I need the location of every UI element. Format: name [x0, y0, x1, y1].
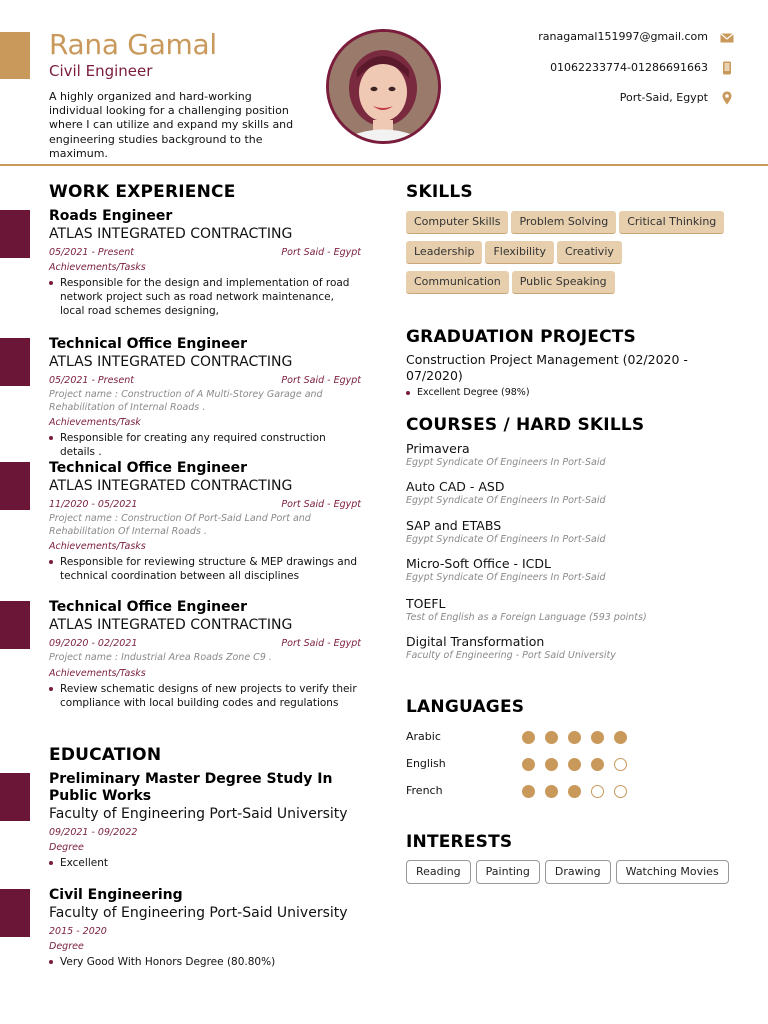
location-pin-icon: [720, 90, 734, 104]
level-dot-filled: [614, 731, 627, 744]
graduation-project: [406, 352, 736, 400]
skill-pill: Leadership: [406, 241, 482, 264]
candidate-name: Rana Gamal: [49, 28, 217, 61]
language-name: French: [406, 784, 443, 797]
interest-tag: Drawing: [545, 860, 611, 884]
job-location: Port Said - Egypt: [281, 499, 361, 510]
job-project: Project name : Construction Of Port-Said Land Port and Rehabilitation Of Internal Roads .: [49, 513, 311, 537]
header-accent-block: [0, 32, 30, 79]
achievements-label: Achievements/Tasks: [49, 667, 146, 679]
course-name: Digital Transformation: [406, 634, 545, 649]
envelope-icon: [720, 30, 734, 44]
course-item: [406, 556, 736, 584]
education-heading: EDUCATION: [49, 745, 162, 765]
phone-icon: [720, 60, 734, 74]
level-dot-filled: [545, 758, 558, 771]
job-meta: [49, 499, 361, 511]
job-entry: [49, 208, 361, 318]
level-dot-empty: [614, 758, 627, 771]
education-marker: [0, 773, 30, 821]
languages-heading: LANGUAGES: [406, 697, 525, 717]
interests-list: [406, 860, 746, 884]
course-item: [406, 441, 736, 469]
job-bullet: Responsible for the design and implementation of road network project such as road network maintenance, local road schemes designing,: [49, 276, 361, 318]
level-dot-filled: [522, 758, 535, 771]
job-project: Project name : Construction of A Multi-Storey Garage and Rehabilitation of Internal Roads .: [49, 389, 323, 413]
achievements-label: Achievements/Task: [49, 417, 141, 428]
level-dot-filled: [522, 731, 535, 744]
education-school: Faculty of Engineering Port-Said University: [49, 806, 348, 822]
course-item: [406, 518, 736, 546]
level-dot-filled: [591, 731, 604, 744]
language-level-dots: [522, 731, 627, 744]
job-marker: [0, 338, 30, 386]
header-divider: [0, 164, 768, 166]
education-bullet: Excellent: [49, 856, 361, 870]
graduation-project-bullet: Excellent Degree (98%): [406, 386, 736, 400]
education-dates: 2015 - 2020: [49, 926, 107, 937]
skill-pill: Problem Solving: [511, 211, 616, 234]
education-bullet: Very Good With Honors Degree (80.80%): [49, 955, 361, 969]
job-bullet: Review schematic designs of new projects to verify their compliance with local building codes and regulations: [49, 682, 361, 710]
job-bullet: Responsible for creating any required construction details .: [49, 431, 361, 459]
level-dot-empty: [591, 785, 604, 798]
language-row: [406, 784, 646, 800]
degree-label: Degree: [49, 941, 84, 952]
skill-pill: Creativiy: [557, 241, 622, 264]
level-dot-filled: [568, 785, 581, 798]
profile-photo: [326, 29, 441, 144]
course-item: [406, 634, 736, 662]
course-provider: Egypt Syndicate Of Engineers In Port-Said: [406, 495, 606, 506]
level-dot-filled: [591, 758, 604, 771]
job-dates: 09/2020 - 02/2021: [49, 638, 138, 649]
skills-list: [406, 210, 736, 300]
job-company: ATLAS INTEGRATED CONTRACTING: [49, 226, 293, 242]
interest-tag: Painting: [476, 860, 540, 884]
language-name: Arabic: [406, 730, 441, 743]
achievements-label: Achievements/Tasks: [49, 262, 146, 273]
course-provider: Egypt Syndicate Of Engineers In Port-Said: [406, 534, 606, 545]
job-meta: [49, 247, 361, 259]
job-bullet: Responsible for reviewing structure & MEP drawings and technical coordination between all disciplines: [49, 555, 361, 583]
contact-location: Port-Said, Egypt: [619, 91, 708, 104]
job-project: Project name : Industrial Area Roads Zone C9 .: [49, 652, 272, 663]
course-item: [406, 596, 736, 624]
skill-pill: Public Speaking: [512, 271, 615, 294]
job-entry: [49, 460, 361, 583]
job-dates: 11/2020 - 05/2021: [49, 499, 138, 510]
education-degree: Preliminary Master Degree Study In Public Works: [49, 771, 333, 804]
job-entry: [49, 599, 361, 710]
job-company: ATLAS INTEGRATED CONTRACTING: [49, 354, 293, 370]
skill-pill: Communication: [406, 271, 509, 294]
contact-phone[interactable]: 01062233774-01286691663: [550, 61, 708, 74]
level-dot-filled: [545, 785, 558, 798]
graduation-project-title: Construction Project Management (02/2020 - 07/2020): [406, 352, 688, 383]
skill-pill: Computer Skills: [406, 211, 508, 234]
skill-pill: Critical Thinking: [619, 211, 724, 234]
job-dates: 05/2021 - Present: [49, 375, 134, 386]
interest-tag: Reading: [406, 860, 471, 884]
job-marker: [0, 210, 30, 258]
education-meta: [49, 926, 361, 938]
job-title: Technical Office Engineer: [49, 336, 248, 352]
course-provider: Egypt Syndicate Of Engineers In Port-Said: [406, 457, 606, 468]
job-title: Technical Office Engineer: [49, 460, 248, 476]
education-school: Faculty of Engineering Port-Said University: [49, 905, 348, 921]
language-name: English: [406, 757, 446, 770]
education-meta: [49, 827, 361, 839]
interest-tag: Watching Movies: [616, 860, 729, 884]
language-level-dots: [522, 785, 627, 798]
course-name: Micro-Soft Office - ICDL: [406, 556, 551, 571]
job-location: Port Said - Egypt: [281, 247, 361, 258]
achievements-label: Achievements/Tasks: [49, 541, 146, 552]
job-marker: [0, 601, 30, 649]
course-provider: Faculty of Engineering - Port Said University: [406, 650, 616, 661]
job-entry: [49, 336, 361, 459]
education-degree: Civil Engineering: [49, 887, 183, 903]
job-title: Technical Office Engineer: [49, 599, 248, 615]
language-row: [406, 757, 646, 773]
job-meta: [49, 375, 361, 387]
job-location: Port Said - Egypt: [281, 638, 361, 649]
course-provider: Test of English as a Foreign Language (593 points): [406, 612, 647, 623]
education-marker: [0, 889, 30, 937]
education-dates: 09/2021 - 09/2022: [49, 827, 138, 838]
work-experience-heading: WORK EXPERIENCE: [49, 182, 236, 202]
job-location: Port Said - Egypt: [281, 375, 361, 386]
skills-heading: SKILLS: [406, 182, 473, 202]
education-entry: [49, 887, 361, 969]
profile-photo-illustration: [329, 32, 438, 141]
courses-heading: COURSES / HARD SKILLS: [406, 415, 645, 435]
course-provider: Egypt Syndicate Of Engineers In Port-Said: [406, 572, 606, 583]
job-meta: [49, 638, 361, 650]
course-item: [406, 479, 736, 507]
job-company: ATLAS INTEGRATED CONTRACTING: [49, 617, 293, 633]
language-level-dots: [522, 758, 627, 771]
contact-email[interactable]: ranagamal151997@gmail.com: [538, 30, 708, 43]
job-marker: [0, 462, 30, 510]
level-dot-filled: [545, 731, 558, 744]
level-dot-filled: [568, 731, 581, 744]
level-dot-filled: [522, 785, 535, 798]
profile-summary: A highly organized and hard-working individual looking for a challenging position where I can utilize and expand my skills and engineering studies background to the maximum.: [49, 90, 294, 160]
education-entry: [49, 771, 361, 870]
interests-heading: INTERESTS: [406, 832, 513, 852]
course-name: Primavera: [406, 441, 470, 456]
job-title: Roads Engineer: [49, 208, 173, 224]
job-dates: 05/2021 - Present: [49, 247, 134, 258]
language-row: [406, 730, 646, 746]
job-company: ATLAS INTEGRATED CONTRACTING: [49, 478, 293, 494]
course-name: SAP and ETABS: [406, 518, 502, 533]
level-dot-filled: [568, 758, 581, 771]
graduation-projects-heading: GRADUATION PROJECTS: [406, 327, 637, 347]
course-name: TOEFL: [406, 596, 446, 611]
course-name: Auto CAD - ASD: [406, 479, 505, 494]
candidate-title: Civil Engineer: [49, 62, 153, 80]
skill-pill: Flexibility: [485, 241, 554, 264]
degree-label: Degree: [49, 842, 84, 853]
level-dot-empty: [614, 785, 627, 798]
